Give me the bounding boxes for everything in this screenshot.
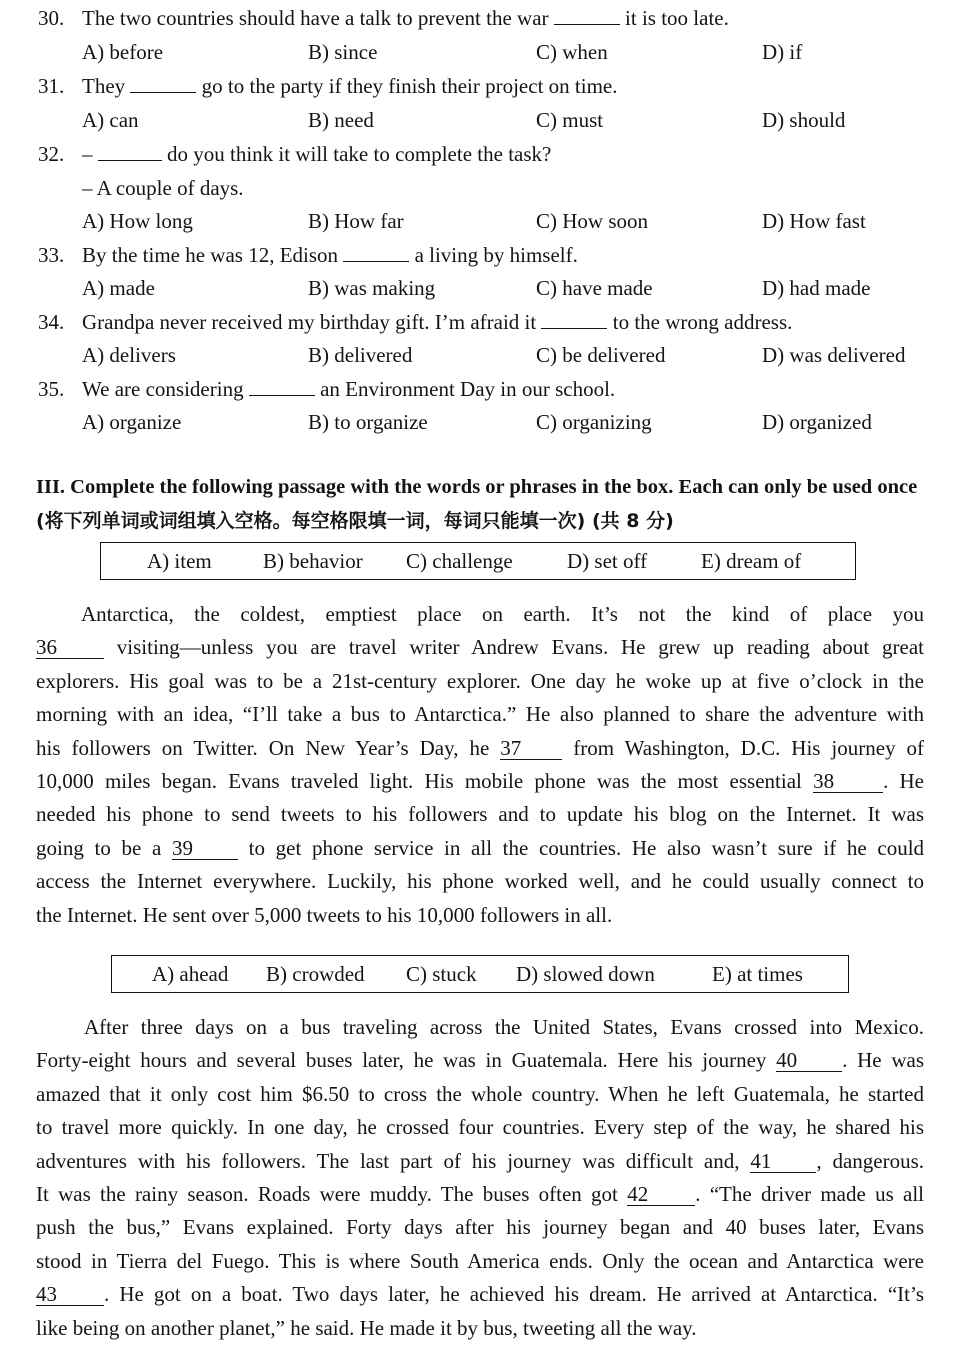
box-option-b: B) crowded [266,961,365,986]
option-d: D) How fast [762,209,866,233]
box-option-e: E) at times [712,961,803,986]
box-option-a: A) ahead [152,961,229,986]
blank-40: 40 [776,1049,842,1072]
question-number: 31. [38,74,65,98]
option-c: C) must [536,108,604,132]
word-box-2 [111,955,849,993]
blank-38: 38 [813,770,883,793]
answer-blank [554,6,620,25]
question-number: 35. [38,377,65,401]
exam-page: 30. The two countries should have a talk to prevent the war it is too late. A) before B) since C) when D) if 31. They go to the party if they finish their project on time. A) can B) need C) must D) should 32. – do you think it will take to complete the task? – A couple of days. A) How long B) How far C) How soon D) How fast 33. By the time he was 12, Edison a living by himself. A) made B) was making C) have made D) had made 34. Grandpa never received my birthday gift. I’m afraid it to the wrong address. A) delivers B) delivered C) be delivered D) was delivered 35. We are considering an Environment Day in our school. A) organize B) to organize C) organizing D) organized III. Complete the following passage with the words or phrases in the box. Each can only be used once (将下列单词或词组填入空格。每空格限填一词，每词只能填一次) (共 8 分) A) item B) behavior C) challenge D) set off E) dream of Antarctica, the coldest, emptiest place on earth. It’s not the kind of place you 36 visiting—unless you are travel writer Andrew Evans. He grew up reading about great explorers. His goal was to be a 21st-century explorer. One day he woke up at five o’clock in the morning with an idea, “I’ll take a bus to Antarctica.” He also planned to share the adventure with his followers on Twitter. On New Year’s Day, he 37 from Washington, D.C. His journey of 10,000 miles began. Evans traveled light. His mobile phone was the most essential 38 . He needed his phone to send tweets to his followers and to update his blog on the Internet. It was going to be a 39 to get phone service in all the countries. He also wasn’t sure if he could access the Internet everywhere. Luckily, his phone worked well, and he could usually connect to the Internet. He sent over 5,000 tweets to his 10,000 followers in all. A) ahead B) crowded C) stuck D) slowed down E) at times After three days on a bus traveling across the United States, Evans crossed into Mexico. Forty-eight hours and several buses later, he was in Guatemala. Here his journey 40 . He was amazed that it only cost him $6.50 to cross the whole country. When he left Guatemala, he started to travel more quickly. In one day, he crossed four countries. Every step of the way, he shared his adventures with his followers. The last part of his journey was difficult and, 41 , dangerous. It was the rainy season. Roads were muddy. The buses often got 42 . “The driver made us all push the bus,” Evans explained. Forty days after his journey began and 40 buses later, Evans stood in Tierra del Fuego. This is where South America ends. Only the ocean and Antarctica were 43 . He got on a boat. Two days later, he achieved his dream. He arrived at Antarctica. “It’s like being on another planet,” he said. He made it by bus, tweeting all the way. [0,0,956,1350]
answer-blank [98,142,162,161]
question-stem: We are considering an Environment Day in our school. [82,377,616,401]
option-b: B) delivered [308,343,413,367]
option-a: A) can [82,108,139,132]
box-option-c: C) challenge [406,548,513,573]
option-c: C) be delivered [536,343,666,367]
question-stem: They go to the party if they finish their project on time. [82,74,618,98]
box-option-a: A) item [147,548,212,573]
section-title: III. Complete the following passage with the words or phrases in the box. Each can only be used once (将下列单词或词组填入空格。每空格限填一词，每词只能填一次) (共 8 分) [36,476,918,532]
option-d: D) was delivered [762,343,906,367]
box-option-d: D) set off [567,548,648,573]
question-number: 32. [38,142,65,166]
option-c: C) How soon [536,209,649,233]
question-stem: The two countries should have a talk to prevent the war it is too late. [82,6,729,30]
option-d: D) organized [762,410,872,434]
blank-36: 36 [36,636,104,659]
option-a: A) made [82,276,155,300]
option-a: A) organize [82,410,182,434]
word-box-1 [100,542,856,580]
option-b: B) to organize [308,410,428,434]
option-b: B) need [308,108,374,132]
blank-39: 39 [172,837,238,860]
option-b: B) How far [308,209,404,233]
question-number: 34. [38,310,65,334]
option-c: C) organizing [536,410,652,434]
option-d: D) if [762,40,803,64]
option-d: D) had made [762,276,871,300]
passage-paragraph-1: Antarctica, the coldest, emptiest place on earth. It’s not the kind of place you 36 visiting—unless you are travel writer Andrew Evans. He grew up reading about great explorers. His goal was to be a 21st-century explorer. One day he woke up at five o’clock in the morning with an idea, “I’ll take a bus to Antarctica.” He also planned to share the adventure with his followers on Twitter. On New Year’s Day, he 37 from Washington, D.C. His journey of 10,000 miles began. Evans traveled light. His mobile phone was the most essential 38 . He needed his phone to send tweets to his followers and to update his blog on the Internet. It was going to be a 39 to get phone service in all the countries. He also wasn’t sure if he could access the Internet everywhere. Luckily, his phone worked well, and he could usually connect to the Internet. He sent over 5,000 tweets to his 10,000 followers in all. [36,602,925,927]
option-a: A) How long [82,209,193,233]
question-number: 33. [38,243,65,267]
box-option-d: D) slowed down [516,961,655,986]
question-stem: By the time he was 12, Edison a living by himself. [82,243,578,267]
answer-blank [249,377,315,396]
question-stem: – do you think it will take to complete the task? [82,142,552,166]
option-b: B) was making [308,276,436,300]
blank-37: 37 [500,737,562,760]
answer-blank [541,310,607,329]
question-number: 30. [38,6,65,30]
passage-paragraph-2: After three days on a bus traveling across the United States, Evans crossed into Mexico. Forty-eight hours and several buses later, he was in Guatemala. Here his journey 40 . He was amazed that it only cost him $6.50 to cross the whole country. When he left Guatemala, he started to travel more quickly. In one day, he crossed four countries. Every step of the way, he shared his adventures with his followers. The last part of his journey was difficult and, 41 , dangerous. It was the rainy season. Roads were muddy. The buses often got 42 . “The driver made us all push the bus,” Evans explained. Forty days after his journey began and 40 buses later, Evans stood in Tierra del Fuego. This is where South America ends. Only the ocean and Antarctica were 43 . He got on a boat. Two days later, he achieved his dream. He arrived at Antarctica. “It’s like being on another planet,” he said. He made it by bus, tweeting all the way. [36,1015,925,1340]
option-b: B) since [308,40,378,64]
blank-42: 42 [627,1183,695,1206]
option-c: C) have made [536,276,653,300]
option-a: A) before [82,40,164,64]
question-stem: Grandpa never received my birthday gift. I’m afraid it to the wrong address. [82,310,793,334]
blank-43: 43 [36,1283,104,1306]
option-c: C) when [536,40,608,64]
answer-blank [343,243,409,262]
blank-41: 41 [750,1150,816,1173]
box-option-e: E) dream of [701,548,802,573]
box-option-b: B) behavior [263,548,363,573]
option-a: A) delivers [82,343,176,367]
box-option-c: C) stuck [406,961,477,986]
option-d: D) should [762,108,846,132]
answer-blank [130,74,196,93]
